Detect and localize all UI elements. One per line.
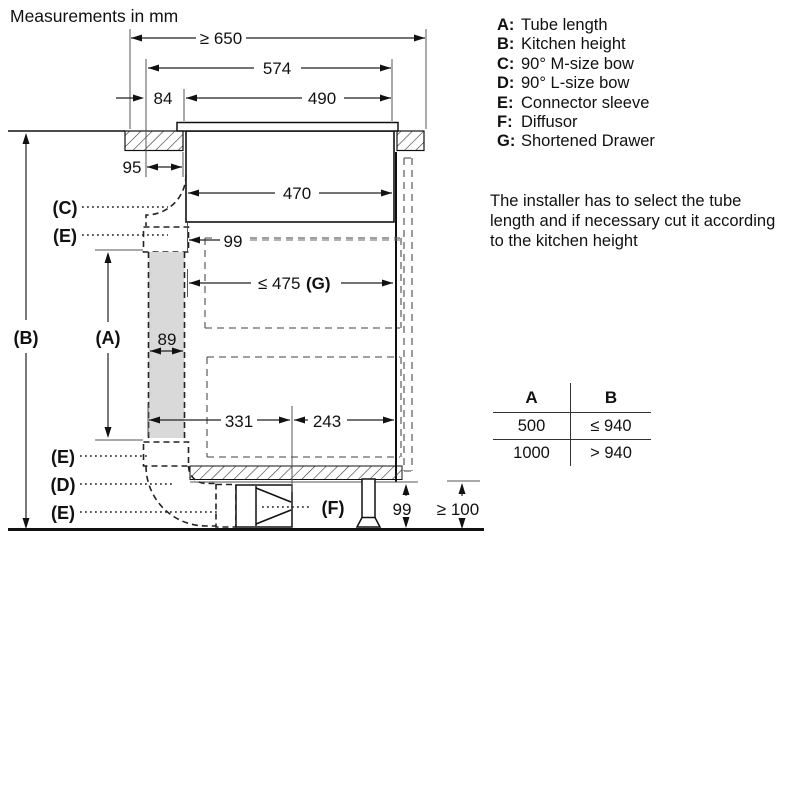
dim-plinth-height: 99 bbox=[392, 500, 412, 519]
table-header-b: B bbox=[571, 383, 652, 413]
dim-body-width: 470 bbox=[282, 184, 312, 203]
label-tube-length: (A) bbox=[95, 328, 121, 348]
diffusor-part bbox=[236, 485, 292, 527]
label-kitchen-height: (B) bbox=[13, 328, 39, 348]
installer-note: The installer has to select the tube length and if necessary cut it according to the kitchen height bbox=[490, 192, 776, 251]
table-row bbox=[493, 413, 651, 440]
label-bow-l: (D) bbox=[50, 475, 76, 495]
dim-drawer-max-ref: (G) bbox=[306, 274, 331, 293]
table-cell-b: > 940 bbox=[590, 443, 632, 462]
legend-item-c bbox=[497, 55, 655, 74]
dim-drawer-max: ≤ 475 bbox=[258, 274, 301, 293]
legend-label: 90° L-size bow bbox=[521, 74, 630, 93]
legend-item-d bbox=[497, 74, 655, 93]
dim-left-offset: 84 bbox=[153, 89, 173, 108]
legend-key: B: bbox=[497, 35, 515, 54]
table-cell-a: 1000 bbox=[493, 440, 571, 467]
legend-key: D: bbox=[497, 74, 515, 93]
hob-unit bbox=[177, 123, 398, 223]
legend-label: Tube length bbox=[521, 16, 608, 34]
dim-top-width: ≥ 650 bbox=[199, 29, 243, 48]
dim-cutout-width: 490 bbox=[307, 89, 337, 108]
dim-drawer-gap: 99 bbox=[223, 232, 243, 251]
label-diffusor: (F) bbox=[321, 498, 345, 518]
table-cell-b: ≤ 940 bbox=[571, 413, 652, 440]
tube-length-table bbox=[493, 383, 651, 466]
legend-label: Diffusor bbox=[521, 113, 578, 132]
label-sleeve-mid: (E) bbox=[51, 447, 75, 467]
legend-key: C: bbox=[497, 54, 515, 73]
bow-m-outline bbox=[146, 175, 186, 226]
legend-item-b bbox=[497, 35, 655, 54]
connector-sleeve-bottom bbox=[216, 485, 236, 528]
legend-key: G: bbox=[497, 132, 516, 151]
legend-label: Kitchen height bbox=[521, 35, 626, 54]
dim-floor-clearance: ≥ 100 bbox=[436, 500, 480, 519]
legend-item-f bbox=[497, 113, 655, 132]
label-bow-m: (C) bbox=[52, 198, 78, 218]
table-row bbox=[493, 440, 651, 467]
legend-key: F: bbox=[497, 113, 513, 132]
dim-duct-front: 243 bbox=[312, 412, 342, 431]
table-cell-a: 500 bbox=[493, 413, 571, 440]
table-header-a: A bbox=[493, 383, 571, 413]
adjustable-foot bbox=[362, 479, 375, 518]
dim-glass-width: 574 bbox=[262, 59, 292, 78]
legend-label: Shortened Drawer bbox=[521, 132, 655, 151]
label-sleeve-bottom: (E) bbox=[51, 503, 75, 523]
legend-label: Connector sleeve bbox=[521, 93, 650, 112]
connector-sleeve-mid bbox=[144, 442, 189, 466]
legend-item-g bbox=[497, 132, 655, 151]
legend bbox=[497, 16, 655, 152]
page-title: Measurements in mm bbox=[10, 6, 179, 26]
dim-duct-rear: 331 bbox=[224, 412, 254, 431]
legend-item-e bbox=[497, 94, 655, 113]
label-sleeve-top: (E) bbox=[53, 226, 77, 246]
dimension-arrowheads bbox=[23, 35, 466, 530]
legend-key: A: bbox=[497, 16, 515, 34]
legend-key: E: bbox=[497, 93, 514, 112]
legend-label: 90° M-size bow bbox=[521, 54, 634, 73]
dim-tube-offset: 95 bbox=[122, 158, 142, 177]
legend-item-a bbox=[497, 16, 655, 35]
dim-tube-width: 89 bbox=[157, 330, 177, 349]
connector-sleeve-top bbox=[144, 227, 189, 252]
table-header-row bbox=[493, 383, 651, 413]
